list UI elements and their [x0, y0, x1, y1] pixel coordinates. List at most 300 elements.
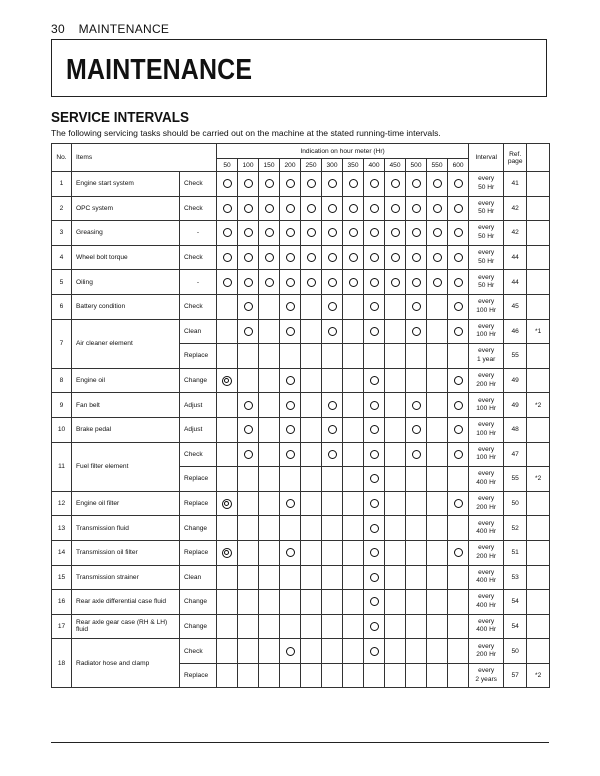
hour-cell [364, 540, 385, 565]
item-name: Wheel bolt torque [72, 245, 180, 270]
hour-cell [448, 663, 469, 688]
ref-page: 42 [504, 196, 527, 221]
note [527, 270, 550, 295]
hour-cell [448, 467, 469, 492]
header-no: No. [52, 144, 72, 172]
hour-cell [406, 442, 427, 467]
hour-cell [259, 565, 280, 590]
ref-page: 49 [504, 393, 527, 418]
hour-cell [427, 393, 448, 418]
service-circle-icon [370, 278, 379, 287]
service-circle-icon [223, 278, 232, 287]
note [527, 344, 550, 369]
note [527, 565, 550, 590]
item-name: Battery condition [72, 294, 180, 319]
hour-header: 550 [427, 159, 448, 172]
hour-cell [364, 368, 385, 393]
service-circle-icon [370, 179, 379, 188]
service-circle-icon [433, 228, 442, 237]
service-circle-icon [391, 179, 400, 188]
hour-cell [217, 344, 238, 369]
interval-cell: every 2 years [469, 663, 504, 688]
hour-cell [406, 393, 427, 418]
interval-cell: every 100 Hr [469, 393, 504, 418]
service-circle-icon [286, 228, 295, 237]
hour-cell [238, 245, 259, 270]
table-row [52, 196, 550, 221]
item-action: Check [180, 639, 217, 664]
service-circle-icon [412, 302, 421, 311]
hour-cell [343, 516, 364, 541]
service-circle-icon [223, 253, 232, 262]
header-interval: Interval [469, 144, 504, 172]
hour-cell [301, 344, 322, 369]
title-box [51, 39, 547, 97]
service-circle-icon [286, 647, 295, 656]
hour-cell [427, 540, 448, 565]
hour-cell [364, 516, 385, 541]
hour-cell [406, 270, 427, 295]
hour-cell [259, 590, 280, 615]
service-circle-icon [244, 228, 253, 237]
hour-cell [322, 516, 343, 541]
ref-page: 52 [504, 516, 527, 541]
hour-cell [217, 540, 238, 565]
hour-header: 150 [259, 159, 280, 172]
hour-cell [238, 467, 259, 492]
table-row [52, 491, 550, 516]
hour-cell [280, 614, 301, 639]
item-action: Adjust [180, 417, 217, 442]
service-circle-icon [433, 278, 442, 287]
service-circle-icon [328, 425, 337, 434]
service-circle-icon [328, 179, 337, 188]
hour-cell [301, 319, 322, 344]
hour-cell [364, 467, 385, 492]
table-row [52, 590, 550, 615]
hour-cell [280, 540, 301, 565]
hour-cell [385, 344, 406, 369]
hour-header: 300 [322, 159, 343, 172]
hour-cell [322, 294, 343, 319]
hour-cell [406, 516, 427, 541]
hour-cell [385, 565, 406, 590]
hour-cell [448, 344, 469, 369]
hour-cell [343, 540, 364, 565]
hour-cell [259, 270, 280, 295]
hour-cell [427, 368, 448, 393]
ref-page: 45 [504, 294, 527, 319]
interval-cell: every 200 Hr [469, 368, 504, 393]
item-action: Change [180, 614, 217, 639]
row-number: 17 [52, 614, 72, 639]
hour-cell [259, 221, 280, 246]
hour-cell [385, 417, 406, 442]
intro-text: The following servicing tasks should be carried out on the machine at the stated running-time intervals. [51, 128, 441, 138]
header-note [527, 144, 550, 172]
hour-cell [259, 540, 280, 565]
service-circle-icon [454, 204, 463, 213]
service-circle-icon [349, 228, 358, 237]
note [527, 294, 550, 319]
service-circle-icon [328, 204, 337, 213]
item-name: Rear axle gear case (RH & LH) fluid [72, 614, 180, 639]
item-action: Change [180, 590, 217, 615]
hour-header: 500 [406, 159, 427, 172]
service-circle-icon [412, 253, 421, 262]
row-number: 15 [52, 565, 72, 590]
service-circle-icon [286, 450, 295, 459]
ref-page: 55 [504, 344, 527, 369]
hour-cell [238, 368, 259, 393]
service-circle-icon [328, 327, 337, 336]
hour-cell [427, 221, 448, 246]
hour-cell [427, 172, 448, 197]
service-circle-icon [349, 278, 358, 287]
hour-cell [385, 319, 406, 344]
hour-cell [322, 614, 343, 639]
hour-cell [217, 565, 238, 590]
service-circle-icon [370, 302, 379, 311]
hour-cell [301, 393, 322, 418]
service-circle-icon [370, 450, 379, 459]
interval-cell: every 50 Hr [469, 245, 504, 270]
hour-cell [364, 565, 385, 590]
hour-cell [406, 319, 427, 344]
hour-cell [385, 393, 406, 418]
note [527, 590, 550, 615]
hour-cell [238, 516, 259, 541]
service-circle-icon [286, 327, 295, 336]
hour-cell [301, 491, 322, 516]
table-row [52, 639, 550, 664]
interval-cell: every 400 Hr [469, 565, 504, 590]
service-circle-icon [244, 204, 253, 213]
hour-cell [385, 491, 406, 516]
hour-header: 100 [238, 159, 259, 172]
page-number: 30 [51, 22, 65, 36]
service-circle-icon [454, 179, 463, 188]
hour-cell [238, 417, 259, 442]
service-circle-icon [370, 204, 379, 213]
service-circle-icon [412, 425, 421, 434]
hour-cell [322, 467, 343, 492]
hour-cell [301, 221, 322, 246]
hour-cell [322, 491, 343, 516]
service-circle-icon [454, 278, 463, 287]
note: *2 [527, 467, 550, 492]
ref-page: 51 [504, 540, 527, 565]
item-name: Rear axle differential case fluid [72, 590, 180, 615]
interval-cell: every 200 Hr [469, 540, 504, 565]
hour-cell [301, 442, 322, 467]
hour-cell [301, 565, 322, 590]
interval-cell: every 100 Hr [469, 294, 504, 319]
hour-cell [280, 565, 301, 590]
hour-cell [364, 663, 385, 688]
hour-cell [217, 467, 238, 492]
table-row [52, 614, 550, 639]
row-number: 5 [52, 270, 72, 295]
ref-page: 44 [504, 270, 527, 295]
service-circle-icon [307, 179, 316, 188]
item-name: OPC system [72, 196, 180, 221]
hour-cell [406, 565, 427, 590]
service-circle-icon [244, 278, 253, 287]
hour-cell [364, 417, 385, 442]
item-name: Transmission strainer [72, 565, 180, 590]
hour-cell [322, 172, 343, 197]
hour-cell [322, 663, 343, 688]
item-name: Fuel filter element [72, 442, 180, 491]
row-number: 6 [52, 294, 72, 319]
hour-cell [238, 491, 259, 516]
hour-cell [259, 442, 280, 467]
hour-cell [301, 417, 322, 442]
hour-cell [238, 270, 259, 295]
hour-cell [280, 344, 301, 369]
hour-cell [448, 516, 469, 541]
service-circle-icon [391, 204, 400, 213]
hour-cell [238, 196, 259, 221]
item-action: Adjust [180, 393, 217, 418]
hour-cell [343, 221, 364, 246]
hour-cell [427, 196, 448, 221]
hour-cell [343, 294, 364, 319]
hour-cell [280, 442, 301, 467]
item-action: Replace [180, 344, 217, 369]
hour-cell [322, 417, 343, 442]
hour-cell [238, 172, 259, 197]
hour-cell [427, 294, 448, 319]
hour-cell [259, 639, 280, 664]
hour-cell [217, 393, 238, 418]
hour-cell [238, 639, 259, 664]
hour-cell [301, 590, 322, 615]
service-circle-icon [349, 204, 358, 213]
item-action: - [180, 221, 217, 246]
hour-cell [301, 516, 322, 541]
service-circle-icon [244, 450, 253, 459]
item-name: Air cleaner element [72, 319, 180, 368]
item-action: - [180, 270, 217, 295]
hour-cell [427, 442, 448, 467]
table-row [52, 368, 550, 393]
service-circle-icon [433, 179, 442, 188]
hour-cell [448, 442, 469, 467]
ref-page: 44 [504, 245, 527, 270]
hour-cell [343, 196, 364, 221]
hour-cell [301, 639, 322, 664]
note: *1 [527, 319, 550, 344]
hour-cell [385, 221, 406, 246]
service-circle-icon [265, 253, 274, 262]
hour-cell [280, 196, 301, 221]
service-circle-icon [391, 253, 400, 262]
service-circle-icon [265, 228, 274, 237]
hour-cell [280, 172, 301, 197]
hour-cell [448, 368, 469, 393]
hour-cell [280, 417, 301, 442]
hour-cell [343, 663, 364, 688]
hour-cell [448, 393, 469, 418]
hour-cell [406, 467, 427, 492]
table-row [52, 172, 550, 197]
service-circle-icon [412, 327, 421, 336]
ref-page: 42 [504, 221, 527, 246]
hour-cell [385, 196, 406, 221]
row-number: 4 [52, 245, 72, 270]
hour-cell [259, 393, 280, 418]
table-row [52, 540, 550, 565]
item-action: Clean [180, 319, 217, 344]
service-circle-icon [454, 376, 463, 385]
interval-cell: every 100 Hr [469, 442, 504, 467]
row-number: 1 [52, 172, 72, 197]
service-circle-icon [391, 278, 400, 287]
hour-cell [343, 172, 364, 197]
service-circle-icon [370, 499, 379, 508]
item-name: Greasing [72, 221, 180, 246]
row-number: 7 [52, 319, 72, 368]
hour-cell [259, 172, 280, 197]
item-name: Brake pedal [72, 417, 180, 442]
service-circle-icon [244, 302, 253, 311]
hour-cell [406, 590, 427, 615]
service-circle-icon [328, 228, 337, 237]
hour-cell [217, 245, 238, 270]
hour-cell [343, 565, 364, 590]
hour-cell [427, 614, 448, 639]
service-circle-icon [349, 179, 358, 188]
hour-cell [322, 442, 343, 467]
ref-page: 53 [504, 565, 527, 590]
row-number: 8 [52, 368, 72, 393]
service-circle-icon [328, 278, 337, 287]
hour-cell [385, 540, 406, 565]
table-row [52, 270, 550, 295]
page-title: MAINTENANCE [66, 54, 253, 86]
service-interval-table [51, 143, 550, 688]
hour-header: 600 [448, 159, 469, 172]
first-service-double-circle-icon [222, 499, 232, 509]
hour-cell [238, 590, 259, 615]
interval-cell: every 400 Hr [469, 516, 504, 541]
hour-cell [364, 221, 385, 246]
service-circle-icon [244, 179, 253, 188]
table-row [52, 245, 550, 270]
hour-cell [301, 368, 322, 393]
service-circle-icon [307, 228, 316, 237]
table-row [52, 319, 550, 344]
row-number: 12 [52, 491, 72, 516]
interval-cell: every 50 Hr [469, 172, 504, 197]
hour-cell [427, 491, 448, 516]
header-section: MAINTENANCE [78, 22, 170, 36]
hour-cell [322, 540, 343, 565]
hour-cell [427, 516, 448, 541]
hour-cell [406, 368, 427, 393]
service-circle-icon [286, 302, 295, 311]
service-circle-icon [307, 278, 316, 287]
hour-cell [406, 172, 427, 197]
hour-cell [343, 319, 364, 344]
hour-cell [322, 565, 343, 590]
service-circle-icon [370, 573, 379, 582]
ref-page: 54 [504, 614, 527, 639]
service-circle-icon [286, 179, 295, 188]
item-action: Change [180, 368, 217, 393]
interval-cell: every 400 Hr [469, 590, 504, 615]
hour-cell [406, 639, 427, 664]
hour-cell [238, 614, 259, 639]
hour-cell [343, 344, 364, 369]
hour-cell [427, 663, 448, 688]
table-row [52, 417, 550, 442]
hour-cell [322, 590, 343, 615]
hour-cell [343, 442, 364, 467]
service-circle-icon [370, 376, 379, 385]
hour-cell [385, 368, 406, 393]
hour-cell [448, 417, 469, 442]
hour-cell [364, 491, 385, 516]
hour-cell [427, 565, 448, 590]
hour-cell [343, 417, 364, 442]
hour-cell [259, 368, 280, 393]
hour-cell [406, 540, 427, 565]
hour-cell [259, 516, 280, 541]
service-circle-icon [370, 425, 379, 434]
service-circle-icon [412, 204, 421, 213]
service-circle-icon [370, 228, 379, 237]
hour-cell [385, 663, 406, 688]
service-circle-icon [433, 253, 442, 262]
note [527, 417, 550, 442]
service-circle-icon [244, 327, 253, 336]
hour-cell [448, 590, 469, 615]
interval-cell: every 50 Hr [469, 270, 504, 295]
hour-cell [301, 245, 322, 270]
hour-cell [217, 270, 238, 295]
hour-cell [385, 270, 406, 295]
service-circle-icon [244, 401, 253, 410]
hour-cell [217, 590, 238, 615]
service-circle-icon [223, 179, 232, 188]
hour-cell [238, 294, 259, 319]
service-circle-icon [454, 253, 463, 262]
note: *2 [527, 663, 550, 688]
hour-cell [259, 663, 280, 688]
service-circle-icon [454, 327, 463, 336]
service-circle-icon [454, 450, 463, 459]
hour-cell [364, 294, 385, 319]
hour-header: 450 [385, 159, 406, 172]
interval-cell: every 50 Hr [469, 196, 504, 221]
hour-header: 350 [343, 159, 364, 172]
row-number: 3 [52, 221, 72, 246]
interval-cell: every 50 Hr [469, 221, 504, 246]
ref-page: 48 [504, 417, 527, 442]
service-circle-icon [412, 401, 421, 410]
hour-cell [385, 516, 406, 541]
hour-cell [280, 467, 301, 492]
item-action: Replace [180, 491, 217, 516]
hour-cell [448, 196, 469, 221]
hour-cell [364, 196, 385, 221]
ref-page: 41 [504, 172, 527, 197]
item-action: Check [180, 442, 217, 467]
service-circle-icon [412, 179, 421, 188]
